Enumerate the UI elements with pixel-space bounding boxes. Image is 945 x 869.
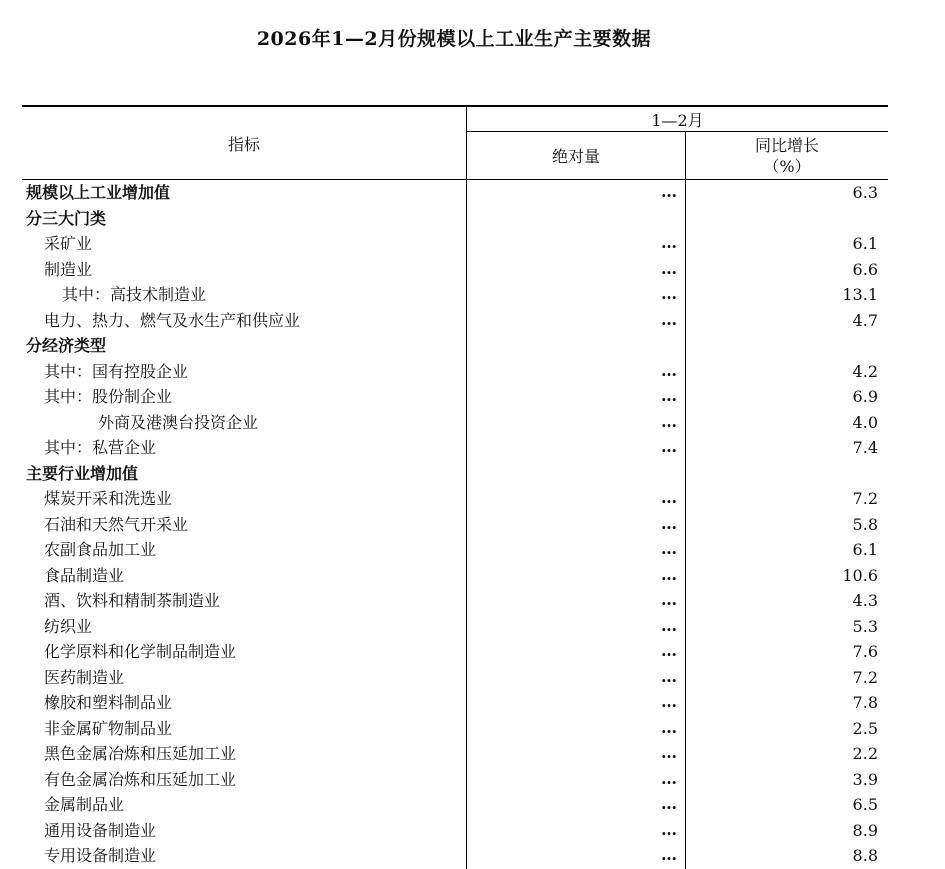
row-absolute: … — [661, 564, 676, 584]
row-absolute: … — [661, 258, 676, 278]
row-absolute — [467, 461, 676, 487]
row-absolute: … — [661, 360, 676, 380]
row-indicator: 化学原料和化学制品制造业 — [44, 642, 237, 661]
row-yoy: 4.3 — [852, 591, 878, 610]
row-absolute: … — [661, 666, 676, 686]
row-indicator: 分三大门类 — [26, 208, 107, 228]
table-row — [22, 180, 888, 206]
row-indicator: 酒、饮料和精制茶制造业 — [44, 591, 221, 610]
row-yoy: 2.2 — [852, 744, 878, 763]
table-row — [22, 588, 888, 614]
row-absolute: … — [661, 284, 676, 303]
row-absolute: … — [661, 692, 676, 711]
row-indicator: 主要行业增加值 — [26, 463, 139, 483]
row-yoy: 8.9 — [852, 820, 878, 840]
row-indicator: 纺织业 — [44, 616, 93, 636]
table-row — [22, 716, 888, 742]
row-indicator: 食品制造业 — [44, 565, 125, 585]
table-row — [22, 614, 888, 640]
row-yoy: 4.2 — [852, 361, 878, 381]
row-indicator: 煤炭开采和洗选业 — [44, 489, 173, 508]
table-row — [22, 461, 888, 487]
row-yoy: 7.2 — [852, 667, 878, 687]
row-indicator: 电力、热力、燃气及水生产和供应业 — [44, 310, 301, 330]
row-indicator: 专用设备制造业 — [44, 846, 157, 865]
row-absolute: … — [661, 386, 676, 405]
table-row — [22, 741, 888, 767]
row-absolute: … — [661, 743, 676, 762]
row-indicator: 制造业 — [44, 259, 93, 279]
header-yoy-unit: （%） — [763, 156, 811, 176]
row-absolute: … — [661, 768, 676, 788]
row-absolute: … — [661, 539, 676, 558]
table-row — [22, 410, 888, 436]
header-yoy — [686, 132, 888, 179]
table-body — [22, 180, 888, 869]
table-row — [22, 512, 888, 538]
row-indicator: 其中：高技术制造业 — [62, 285, 207, 304]
row-yoy: 7.2 — [852, 489, 878, 508]
row-absolute: … — [661, 488, 676, 507]
page-title: 2026年1—2月份规模以上工业生产主要数据 — [256, 28, 652, 50]
row-yoy: 13.1 — [842, 285, 878, 304]
row-absolute: … — [661, 794, 676, 813]
table-row — [22, 767, 888, 793]
table-row — [22, 486, 888, 512]
table-row — [22, 308, 888, 334]
data-table — [22, 105, 888, 869]
row-yoy: 2.5 — [852, 718, 878, 738]
header-absolute: 绝对量 — [551, 147, 600, 166]
row-yoy: 4.0 — [852, 412, 878, 432]
table-row — [22, 537, 888, 563]
row-absolute: … — [661, 845, 676, 864]
row-yoy: 8.8 — [852, 846, 878, 865]
row-absolute: … — [661, 590, 676, 609]
row-indicator: 非金属矿物制品业 — [44, 718, 173, 738]
row-absolute: … — [661, 411, 676, 431]
row-indicator: 金属制品业 — [44, 795, 125, 814]
row-yoy: 4.7 — [852, 310, 878, 330]
row-yoy: 5.3 — [852, 616, 878, 636]
row-yoy: 7.6 — [852, 642, 878, 661]
row-indicator: 医药制造业 — [44, 667, 125, 687]
header-indicator: 指标 — [227, 134, 260, 154]
row-yoy: 6.3 — [852, 183, 878, 202]
table-row — [22, 257, 888, 283]
table-row — [22, 563, 888, 589]
header-period: 1—2月 — [651, 110, 704, 130]
table-row — [22, 384, 888, 410]
table-row — [22, 435, 888, 461]
row-indicator: 有色金属冶炼和压延加工业 — [44, 769, 237, 789]
row-yoy — [686, 461, 878, 487]
row-yoy: 10.6 — [842, 565, 878, 585]
row-yoy: 6.6 — [852, 259, 878, 279]
row-yoy — [686, 206, 878, 232]
row-absolute: … — [661, 182, 676, 201]
row-indicator: 规模以上工业增加值 — [26, 183, 171, 202]
row-yoy: 5.8 — [852, 514, 878, 534]
row-indicator: 其中：股份制企业 — [44, 387, 173, 406]
row-indicator: 其中：私营企业 — [44, 438, 157, 457]
table-row — [22, 359, 888, 385]
table-row — [22, 665, 888, 691]
table-row — [22, 206, 888, 232]
row-yoy: 6.1 — [852, 540, 878, 559]
table-row — [22, 792, 888, 818]
row-absolute: … — [661, 615, 676, 635]
row-indicator: 石油和天然气开采业 — [44, 514, 189, 534]
row-absolute: … — [661, 717, 676, 737]
row-absolute — [467, 333, 676, 359]
row-indicator: 橡胶和塑料制品业 — [44, 693, 173, 712]
table-header — [22, 105, 888, 180]
row-indicator: 黑色金属冶炼和压延加工业 — [44, 744, 237, 763]
row-indicator: 其中：国有控股企业 — [44, 361, 189, 381]
row-indicator: 采矿业 — [44, 234, 93, 253]
row-absolute — [467, 206, 676, 232]
row-indicator: 外商及港澳台投资企业 — [98, 412, 259, 432]
row-absolute: … — [661, 513, 676, 533]
row-yoy: 6.9 — [852, 387, 878, 406]
table-row — [22, 333, 888, 359]
table-row — [22, 843, 888, 869]
row-absolute: … — [661, 233, 676, 252]
table-row — [22, 818, 888, 844]
row-absolute: … — [661, 819, 676, 839]
table-row — [22, 639, 888, 665]
row-yoy: 6.1 — [852, 234, 878, 253]
table-row — [22, 282, 888, 308]
table-row — [22, 231, 888, 257]
table-row — [22, 690, 888, 716]
row-yoy: 7.4 — [852, 438, 878, 457]
row-absolute: … — [661, 437, 676, 456]
row-yoy: 6.5 — [852, 795, 878, 814]
row-yoy: 3.9 — [852, 769, 878, 789]
row-absolute: … — [661, 641, 676, 660]
header-yoy-label: 同比增长 — [754, 135, 819, 155]
row-indicator: 分经济类型 — [26, 336, 107, 355]
row-absolute: … — [661, 309, 676, 329]
row-indicator: 通用设备制造业 — [44, 820, 157, 840]
row-yoy: 7.8 — [852, 693, 878, 712]
row-indicator: 农副食品加工业 — [44, 540, 157, 559]
row-yoy — [686, 333, 878, 359]
